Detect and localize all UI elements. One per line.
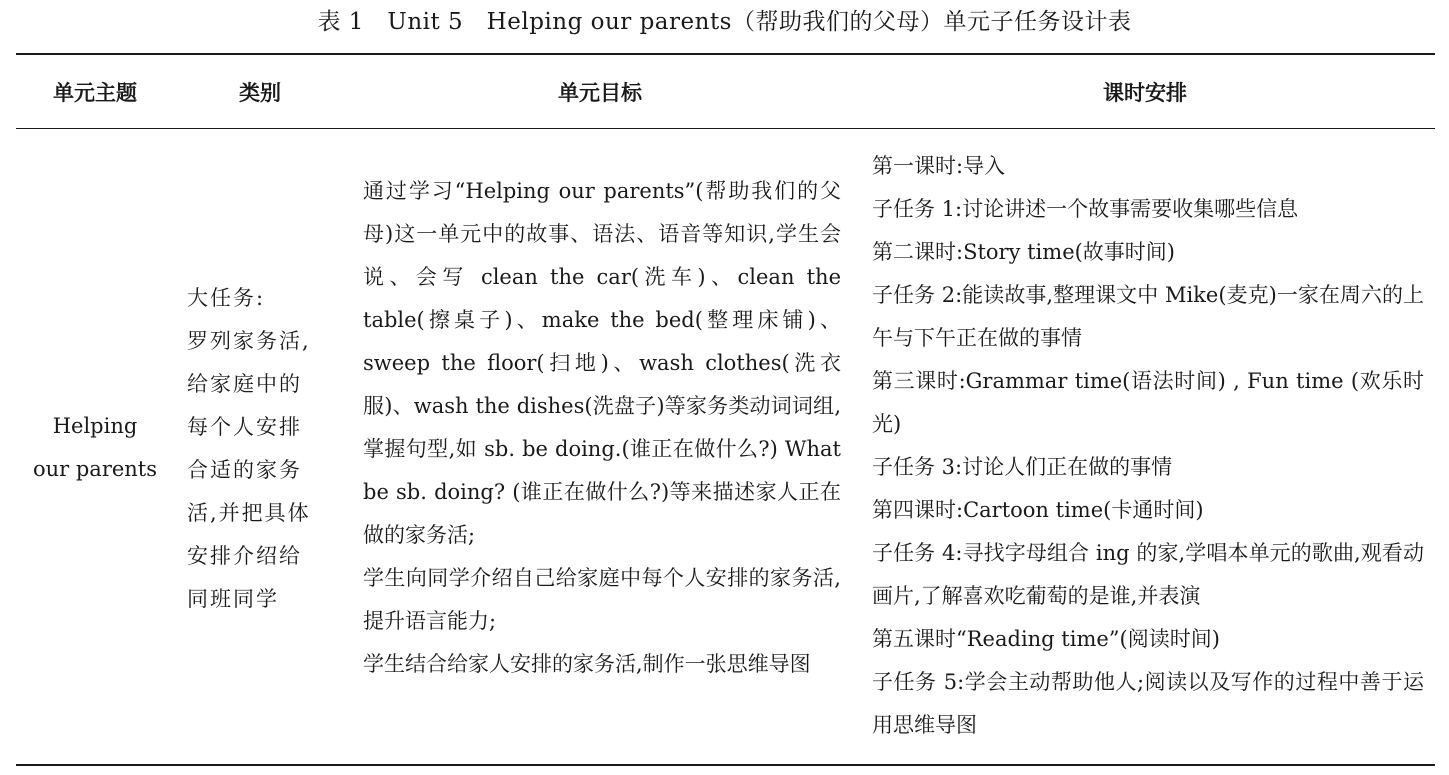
unit-theme-line: our parents <box>32 457 158 481</box>
cell-lesson-schedule <box>872 145 1424 747</box>
category-line: 罗列家务活, <box>187 329 311 353</box>
category-line: 给家庭中的 <box>187 372 302 396</box>
schedule-line: 第五课时“Reading time”(阅读时间) <box>872 627 1220 651</box>
goal-paragraph: 学生结合给家人安排的家务活,制作一张思维导图 <box>363 652 811 676</box>
header-unit-goal: 单元目标 <box>558 81 642 105</box>
goal-paragraph: 学生向同学介绍自己给家庭中每个人安排的家务活,提升语言能力; <box>363 566 841 633</box>
schedule-line: 子任务 1:讨论讲述一个故事需要收集哪些信息 <box>872 197 1299 221</box>
unit-theme-line: Helping <box>52 414 138 438</box>
header-unit-theme: 单元主题 <box>53 81 137 105</box>
category-line: 合适的家务 <box>187 458 302 482</box>
table-top-rule <box>16 53 1435 55</box>
category-line: 活,并把具体 <box>187 501 311 525</box>
header-category: 类别 <box>239 81 281 105</box>
schedule-line: 子任务 2:能读故事,整理课文中 Mike(麦克)一家在周六的上午与下午正在做的事情 <box>872 283 1424 350</box>
category-line: 大任务: <box>187 286 266 310</box>
table-caption: 表 1 Unit 5 Helping our parents（帮助我们的父母）单元子任务设计表 <box>317 9 1132 35</box>
cell-unit-theme <box>20 405 170 491</box>
schedule-line: 子任务 4:寻找字母组合 ing 的家,学唱本单元的歌曲,观看动画片,了解喜欢吃葡萄的是谁,并表演 <box>872 541 1424 608</box>
header-lesson-schedule: 课时安排 <box>1103 81 1187 105</box>
category-line: 安排介绍给 <box>187 544 302 568</box>
schedule-line: 子任务 5:学会主动帮助他人;阅读以及写作的过程中善于运用思维导图 <box>872 670 1424 737</box>
table-bottom-rule <box>16 764 1435 766</box>
schedule-line: 第一课时:导入 <box>872 154 1006 178</box>
schedule-line: 第四课时:Cartoon time(卡通时间) <box>872 498 1204 522</box>
schedule-line: 第二课时:Story time(故事时间) <box>872 240 1176 264</box>
schedule-line: 第三课时:Grammar time(语法时间) , Fun time (欢乐时光) <box>872 369 1424 436</box>
category-line: 每个人安排 <box>187 415 302 439</box>
table-header-rule <box>16 128 1435 129</box>
goal-paragraph: 通过学习“Helping our parents”(帮助我们的父母)这一单元中的故事、语法、语音等知识,学生会说、会写 clean the car(洗车)、clean the table(擦桌子)、make the bed(整理床铺)、sweep the floor(扫地)、wash clothes(洗衣服)、wash the dishes(洗盘子)等家务类动词词组,掌握句型,如 sb. be doing.(谁正在做什么?) What be sb. doing? (谁正在做什么?)等来描述家人正在做的家务活; <box>363 179 841 547</box>
cell-category <box>187 277 337 621</box>
schedule-line: 子任务 3:讨论人们正在做的事情 <box>872 455 1173 479</box>
category-line: 同班同学 <box>187 587 279 611</box>
cell-unit-goal <box>363 170 841 686</box>
